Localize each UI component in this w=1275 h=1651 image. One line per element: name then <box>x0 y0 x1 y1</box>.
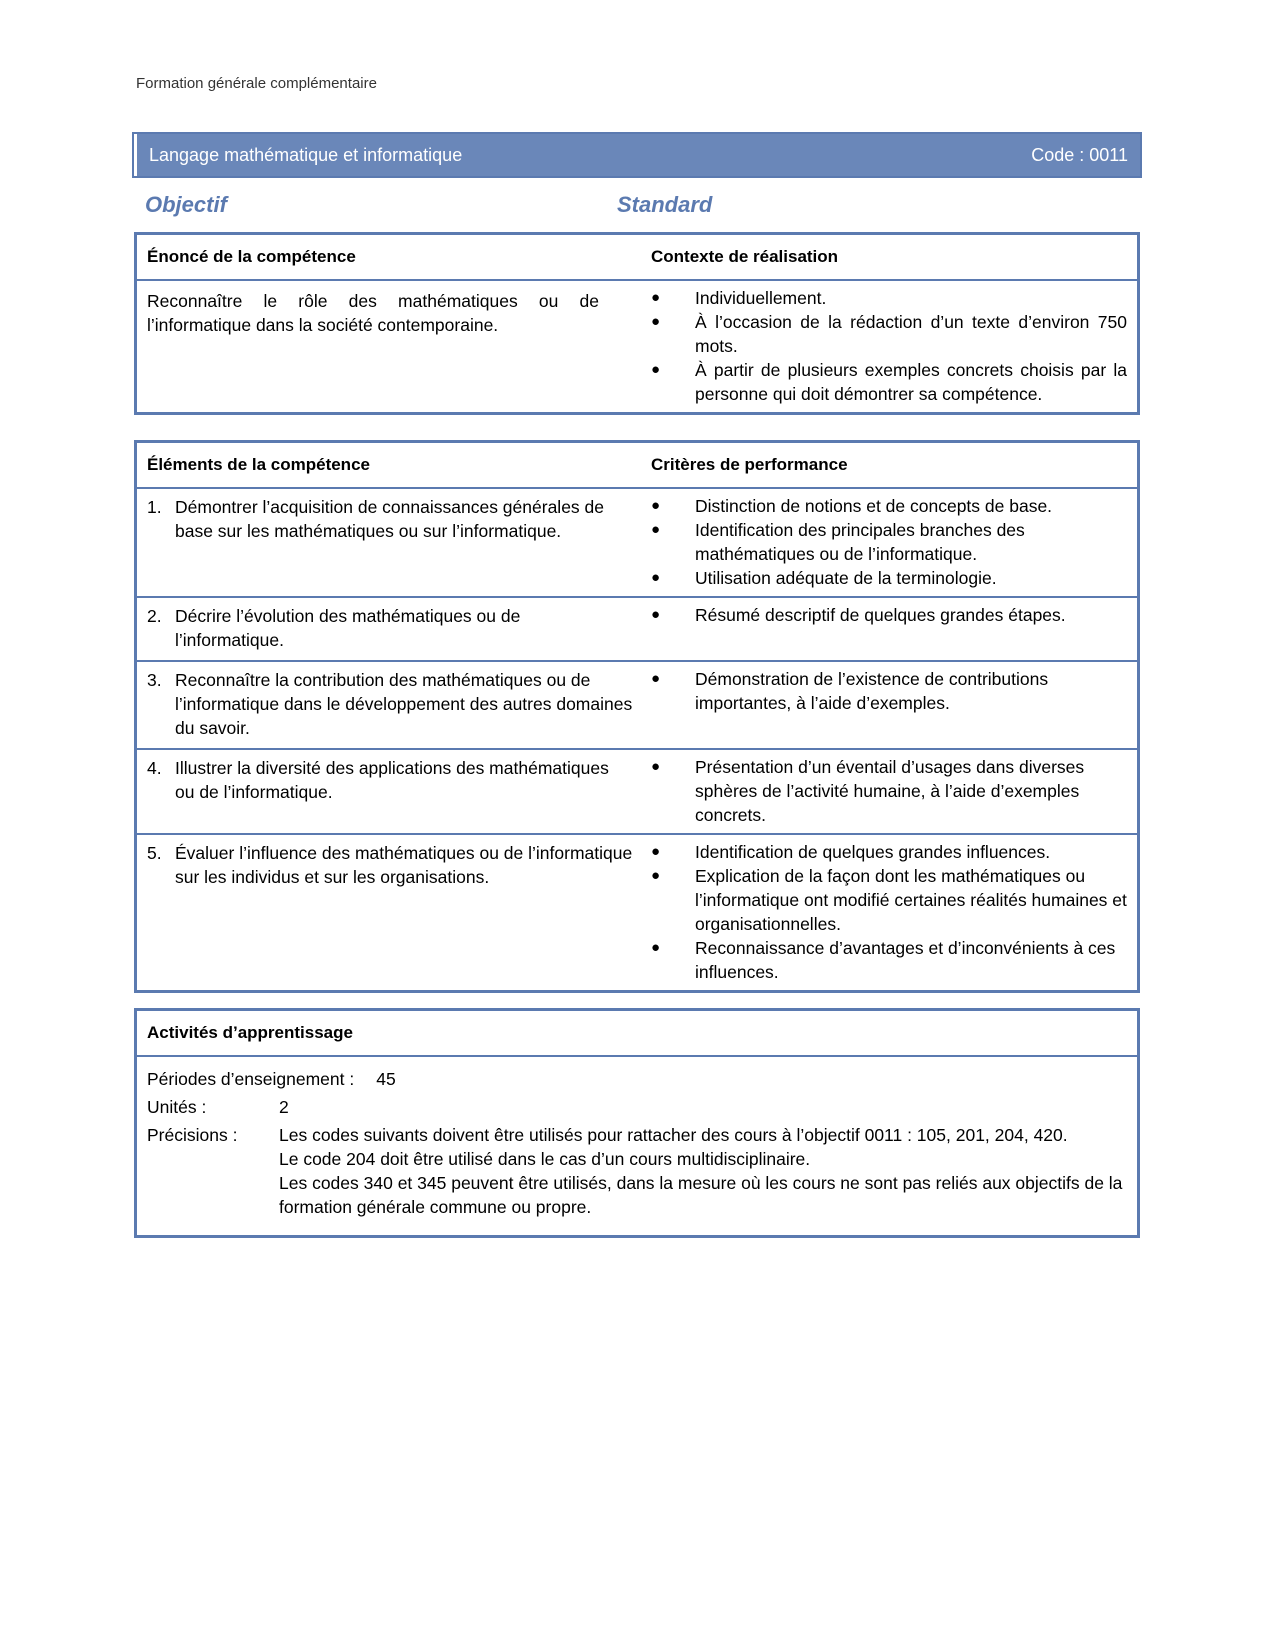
criteria-list <box>651 840 1137 984</box>
list-item: ● À partir de plusieurs exemples concrets choisis par la personne qui doit démontrer sa compétence. <box>651 360 1127 404</box>
context-column <box>639 281 1137 412</box>
enonce-row <box>137 281 1137 412</box>
list-item: ● Distinction de notions et de concepts de base. <box>651 496 1053 516</box>
unites-value: 2 <box>279 1097 289 1117</box>
elements-head-right: Critères de performance <box>651 455 848 474</box>
table-row <box>137 598 1137 662</box>
bullet-icon: ● <box>651 289 661 306</box>
element-text: Décrire l’évolution des mathématiques ou de l’informatique. <box>175 606 521 650</box>
list-item: ● Identification de quelques grandes influences. <box>651 842 1051 862</box>
activites-head: Activités d’apprentissage <box>147 1023 353 1042</box>
precisions-label: Précisions : <box>147 1125 238 1145</box>
element-number: 1. <box>147 497 162 517</box>
bullet-icon: ● <box>651 569 661 586</box>
activites-box <box>134 1008 1140 1238</box>
list-item: ● Utilisation adéquate de la terminologie. <box>651 568 997 588</box>
bullet-icon: ● <box>651 313 661 330</box>
section-labels <box>145 192 1135 222</box>
criteria-list <box>651 494 1137 590</box>
periodes-value: 45 <box>376 1069 396 1089</box>
precisions-line <box>147 1123 1127 1219</box>
elements-box-header <box>137 443 1137 489</box>
criteria-list <box>651 667 1137 715</box>
bullet-icon: ● <box>651 670 661 687</box>
bullet-icon: ● <box>651 497 661 514</box>
unites-label: Unités : <box>147 1097 207 1117</box>
list-item: ● À l’occasion de la rédaction d’un texte d’environ 750 mots. <box>651 312 1127 356</box>
element-number: 3. <box>147 670 162 690</box>
bullet-icon: ● <box>651 606 661 623</box>
elements-head-left: Éléments de la compétence <box>147 455 370 474</box>
bullet-icon: ● <box>651 361 661 378</box>
enonce-head-right: Contexte de réalisation <box>651 247 839 266</box>
bullet-icon: ● <box>651 867 661 884</box>
precisions-text <box>279 1123 1127 1219</box>
list-item: ● Reconnaissance d’avantages et d’inconvénients à ces influences. <box>651 938 1116 982</box>
criteria-list <box>651 755 1137 827</box>
table-row <box>137 489 1137 598</box>
enonce-box <box>134 232 1140 415</box>
table-row <box>137 750 1137 835</box>
precision-item: Le code 204 doit être utilisé dans le cas d’un cours multidisciplinaire. <box>279 1149 811 1169</box>
criteria-list <box>651 603 1137 627</box>
periodes-label: Périodes d’enseignement : <box>147 1069 355 1089</box>
element-number: 4. <box>147 758 162 778</box>
list-item: ● Explication de la façon dont les mathématiques ou l’informatique ont modifié certaines réalités humaines et organisationnelles. <box>651 866 1127 934</box>
bullet-icon: ● <box>651 521 661 538</box>
element-text: Illustrer la diversité des applications des mathématiques ou de l’informatique. <box>175 758 609 802</box>
standard-label: Standard <box>617 192 713 217</box>
activites-body <box>137 1057 1137 1235</box>
bullet-icon: ● <box>651 843 661 860</box>
list-item: ● Identification des principales branches des mathématiques ou de l’informatique. <box>651 520 1025 564</box>
periodes-line <box>147 1067 1127 1091</box>
competence-statement: Reconnaître le rôle des mathématiques ou de l’informatique dans la société contemporaine. <box>147 291 599 335</box>
activites-box-header <box>137 1011 1137 1057</box>
element-text: Démontrer l’acquisition de connaissances générales de base sur les mathématiques ou sur l’informatique. <box>175 497 604 541</box>
list-item: ● Individuellement. <box>651 288 827 308</box>
running-header: Formation générale complémentaire <box>136 75 377 92</box>
context-list <box>651 286 1137 406</box>
bullet-icon: ● <box>651 758 661 775</box>
element-number: 2. <box>147 606 162 626</box>
objective-code: Code : 0011 <box>1031 144 1128 165</box>
unites-line <box>147 1095 1127 1119</box>
precision-item: Les codes suivants doivent être utilisés pour rattacher des cours à l’objectif 0011 : 105, 201, 204, 420. <box>279 1125 1068 1145</box>
list-item: ● Démonstration de l’existence de contributions importantes, à l’aide d’exemples. <box>651 669 1049 713</box>
element-text: Évaluer l’influence des mathématiques ou de l’informatique sur les individus et sur les organisations. <box>175 843 633 887</box>
title-bar <box>134 134 1140 176</box>
table-row <box>137 835 1137 990</box>
bullet-icon: ● <box>651 939 661 956</box>
enonce-box-header <box>137 235 1137 281</box>
objectif-label: Objectif <box>145 192 227 217</box>
precision-item: Les codes 340 et 345 peuvent être utilisés, dans la mesure où les cours ne sont pas reliés aux objectifs de la formation générale commune ou propre. <box>279 1173 1123 1217</box>
enonce-head-left: Énoncé de la compétence <box>147 247 356 266</box>
elements-box <box>134 440 1140 993</box>
objective-title: Langage mathématique et informatique <box>149 144 463 165</box>
table-row <box>137 662 1137 750</box>
list-item: ● Présentation d’un éventail d’usages dans diverses sphères de l’activité humaine, à l’aide d’exemples concrets. <box>651 757 1085 825</box>
element-number: 5. <box>147 843 162 863</box>
element-text: Reconnaître la contribution des mathématiques ou de l’informatique dans le développement des autres domaines du savoir. <box>175 670 633 738</box>
list-item: ● Résumé descriptif de quelques grandes étapes. <box>651 605 1066 625</box>
